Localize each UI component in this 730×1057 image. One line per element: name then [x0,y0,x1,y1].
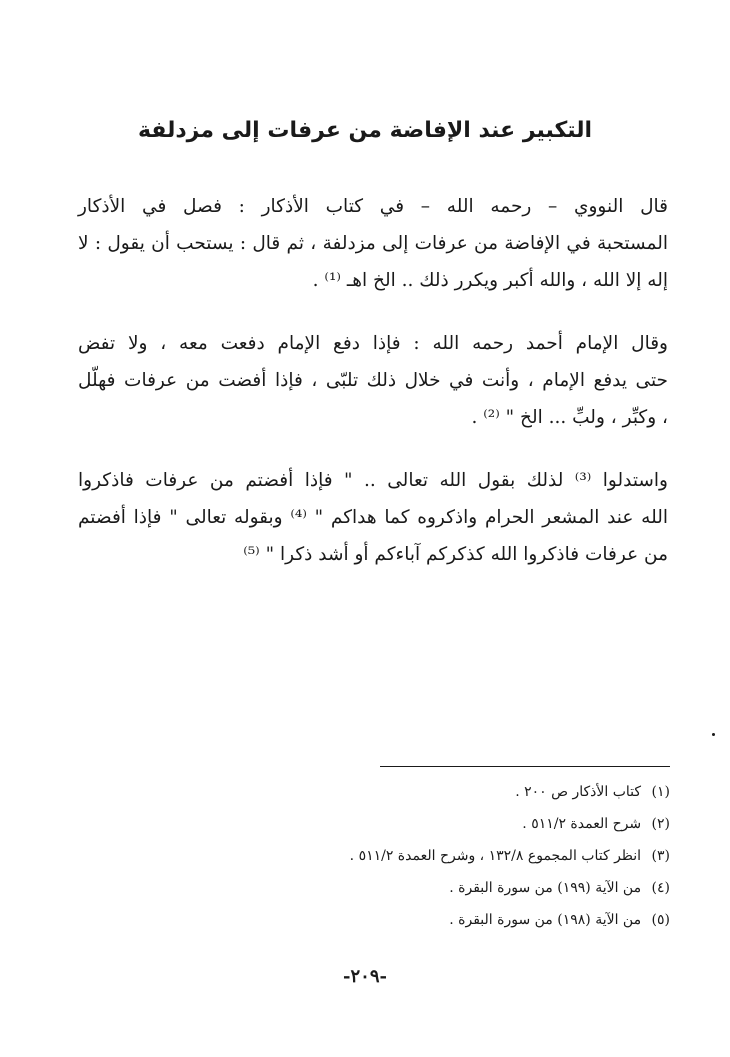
footnote-item [200,808,670,840]
paragraph-ahmad [78,325,668,436]
footnote-number: (٣) [651,848,670,864]
footnote-item [200,776,670,808]
footnote-text: كتاب الأذكار ص ٢٠٠ . [515,784,642,800]
main-text [78,188,668,599]
text-line: وقال الإمام أحمد رحمه الله : فإذا دفع الإمام دفعت معه ، ولا تفض [78,333,668,354]
paragraph-evidence [78,462,668,573]
footnote-item [200,904,670,936]
text-line: المستحبة في الإفاضة من عرفات إلى مزدلفة ، ثم قال : يستحب أن يقول : لا [78,233,668,254]
page-title: التكبير عند الإفاضة من عرفات إلى مزدلفة [137,117,593,143]
footnote-item [200,872,670,904]
footnote-number: (٥) [651,912,670,928]
margin-mark [712,733,715,736]
text-line: واستدلوا ⁽³⁾ لذلك بقول الله تعالى .. " فإذا أفضتم من عرفات فاذكروا [78,470,668,491]
footnote-text: من الآية (١٩٨) من سورة البقرة . [449,912,642,928]
text-line: الله عند المشعر الحرام واذكروه كما هداكم " ⁽⁴⁾ وبقوله تعالى " فإذا أفضتم [78,507,669,528]
text-line: حتى يدفع الإمام ، وأنت في خلال ذلك تلبّى ، فإذا أفضت من عرفات فهلّل [78,370,668,391]
footnote-text: انظر كتاب المجموع ١٣٢/٨ ، وشرح العمدة ٥١١/٢ . [349,848,642,864]
footnote-number: (٤) [651,880,670,896]
footnote-text: من الآية (١٩٩) من سورة البقرة . [449,880,642,896]
footnote-divider [380,766,670,767]
footnote-item [200,840,670,872]
footnote-number: (١) [651,784,670,800]
footnote-number: (٢) [651,816,670,832]
text-line: إله إلا الله ، والله أكبر ويكرر ذلك .. الخ اهـ ⁽¹⁾ . [312,270,668,291]
footnote-text: شرح العمدة ٥١١/٢ . [522,816,642,832]
text-line: قال النووي – رحمه الله – في كتاب الأذكار : فصل في الأذكار [78,196,668,217]
footnotes [200,776,670,936]
text-line: ، وكبِّر ، ولبِّ ... الخ " ⁽²⁾ . [471,407,668,428]
page-number: -٢٠٩- [343,966,387,987]
paragraph-nawawi [78,188,668,299]
text-line: من عرفات فاذكروا الله كذكركم آباءكم أو أشد ذكرا " ⁽⁵⁾ [243,544,668,565]
